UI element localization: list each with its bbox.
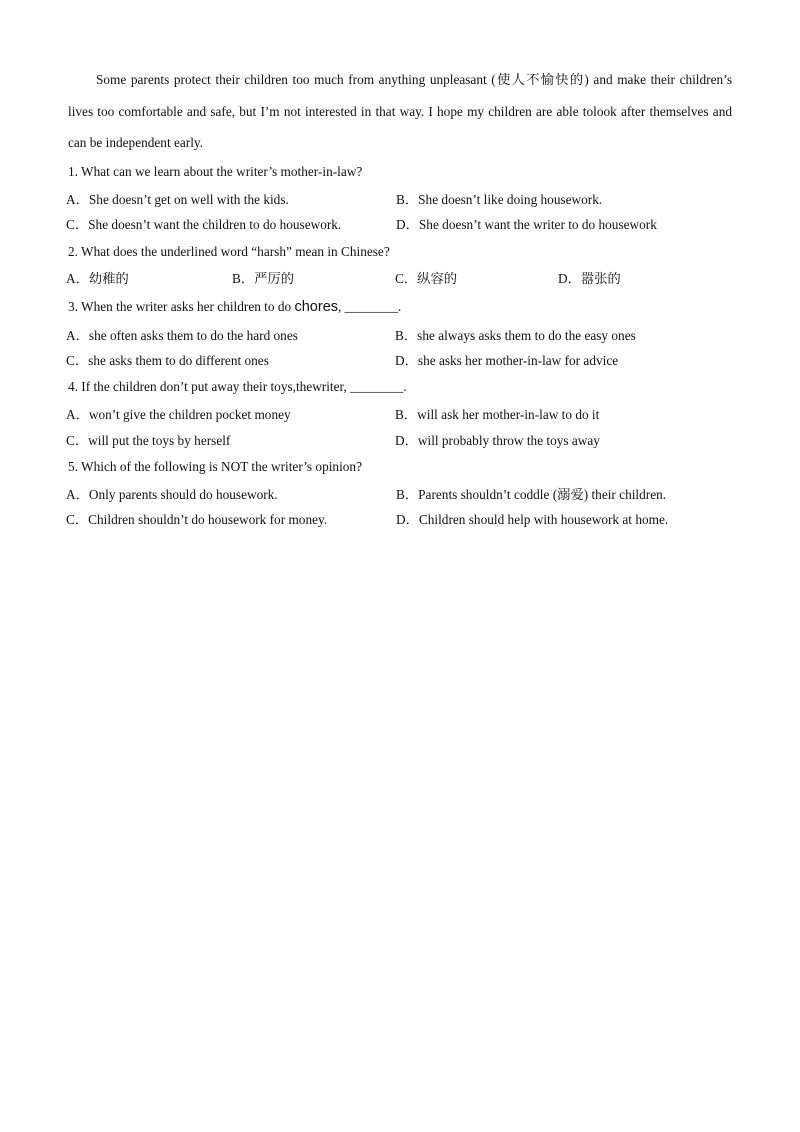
question-1-option-b: B．She doesn’t like doing housework. [396, 192, 603, 207]
question-3-option-b: B．she always asks them to do the easy ones [395, 328, 636, 343]
passage-text: Some parents protect their children too much from anything unpleasant (使人不愉快的) and make their children’s lives too comfortable and safe, but I’m not interested in that way. I hope my children are able tolook after themselves and can be independent early. [68, 72, 732, 150]
reading-passage [68, 64, 732, 159]
question-3-option-a: A．she often asks them to do the hard ones [66, 328, 298, 343]
question-5-option-d: D．Children should help with housework at home. [396, 512, 669, 527]
question-5-option-b: B．Parents shouldn’t coddle (溺爱) their children. [396, 487, 667, 502]
question-4-option-b: B．will ask her mother-in-law to do it [395, 407, 600, 422]
question-3-stem [68, 298, 401, 316]
question-3-stem-prefix: 3. When the writer asks her children to do [68, 299, 295, 314]
question-3-option-d: D．she asks her mother-in-law for advice [395, 353, 619, 368]
question-5-stem: 5. Which of the following is NOT the writer’s opinion? [68, 459, 362, 474]
question-3-stem-word: chores [294, 299, 339, 315]
question-2-option-b: B．严厉的 [232, 271, 295, 286]
question-3-option-c: C．she asks them to do different ones [66, 353, 269, 368]
question-4-option-c: C．will put the toys by herself [66, 433, 231, 448]
question-3-stem-suffix: , ________. [338, 299, 402, 314]
question-5-option-c: C．Children shouldn’t do housework for money. [66, 512, 328, 527]
question-1-stem: 1. What can we learn about the writer’s mother-in-law? [68, 164, 363, 179]
question-4-option-d: D．will probably throw the toys away [395, 433, 600, 448]
question-1-option-d: D．She doesn’t want the writer to do housework [396, 217, 657, 232]
question-4-option-a: A．won’t give the children pocket money [66, 407, 291, 422]
question-2-stem: 2. What does the underlined word “harsh” mean in Chinese? [68, 244, 390, 259]
question-1-option-c: C．She doesn’t want the children to do housework. [66, 217, 342, 232]
question-1-option-a: A．She doesn’t get on well with the kids. [66, 192, 289, 207]
question-4-stem: 4. If the children don’t put away their toys,thewriter, ________. [68, 379, 407, 394]
question-5-option-a: A．Only parents should do housework. [66, 487, 278, 502]
question-2-option-d: D．嚣张的 [558, 271, 621, 286]
question-2-option-a: A．幼稚的 [66, 271, 129, 286]
question-2-option-c: C．纵容的 [395, 271, 458, 286]
